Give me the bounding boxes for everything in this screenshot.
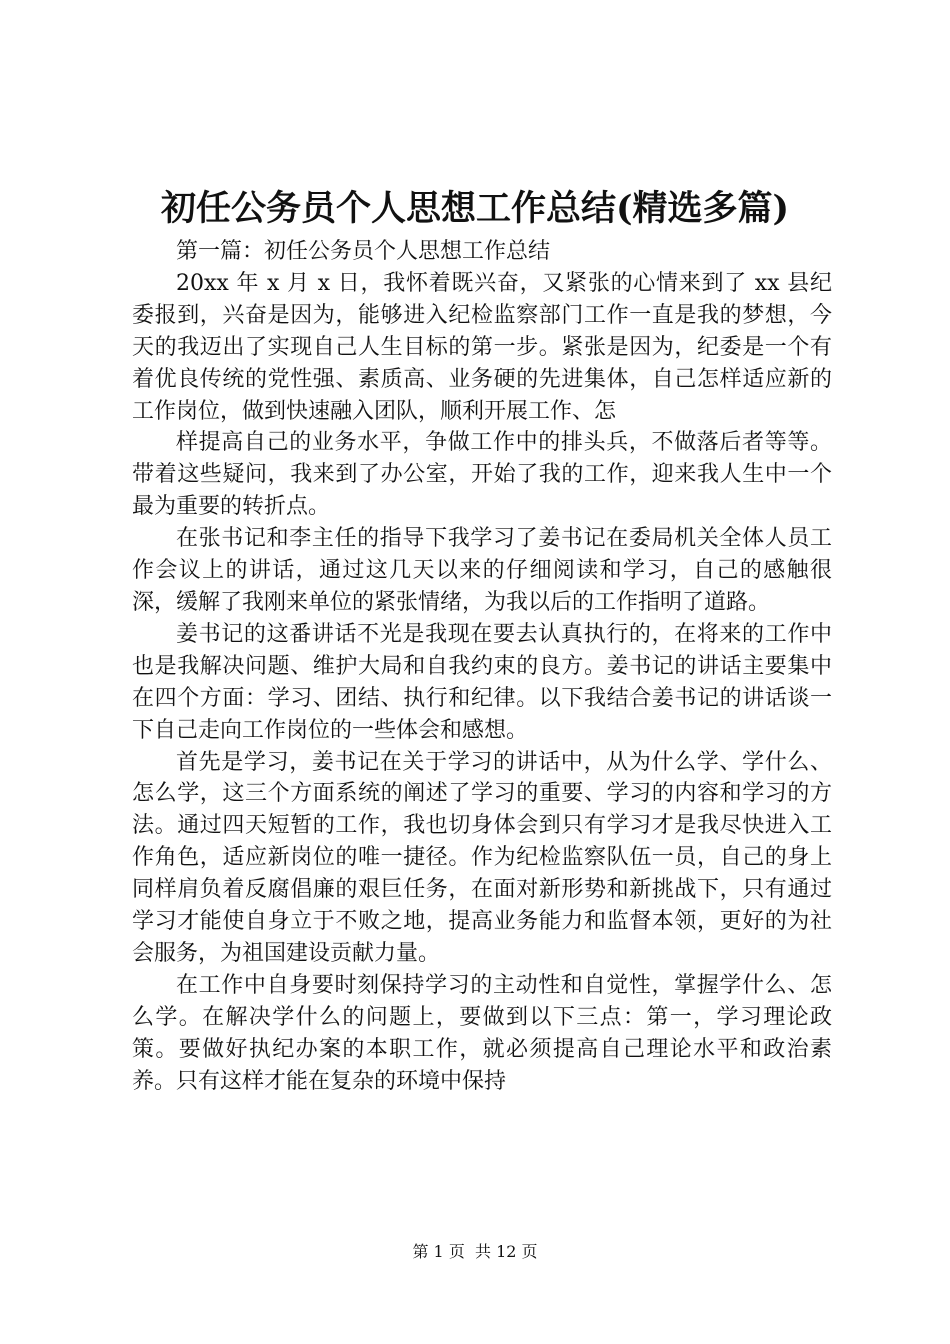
paragraph: 在张书记和李主任的指导下我学习了姜书记在委局机关全体人员工作会议上的讲话，通过这几天以来的仔细阅读和学习，自己的感触很深，缓解了我刚来单位的紧张情绪，为我以后的工作指明了道路。 [132, 526, 832, 615]
paragraph: 首先是学习，姜书记在关于学习的讲话中，从为什么学、学什么、怎么学，这三个方面系统的阐述了学习的重要、学习的内容和学习的方法。通过四天短暂的工作，我也切身体会到只有学习才是我尽快进入工作角色，适应新岗位的唯一捷径。作为纪检监察队伍一员，自己的身上同样肩负着反腐倡廉的艰巨任务，在面对新形势和新挑战下，只有通过学习才能使自身立于不败之地，提高业务能力和监督本领，更好的为社会服务，为祖国建设贡献力量。 [132, 749, 832, 966]
section-heading: 第一篇：初任公务员个人思想工作总结 [176, 239, 551, 264]
paragraph: 在工作中自身要时刻保持学习的主动性和自觉性，掌握学什么、怎么学。在解决学什么的问题上，要做到以下三点：第一，学习理论政策。要做好执纪办案的本职工作，就必须提高自己理论水平和政治素养。只有这样才能在复杂的环境中保持 [132, 972, 832, 1094]
page-footer [0, 1241, 950, 1263]
page-number: 第 1 页 共 12 页 [412, 1242, 538, 1261]
paragraph: 样提高自己的业务水平，争做工作中的排头兵，不做落后者等等。带着这些疑问，我来到了办公室，开始了我的工作，迎来我人生中一个最为重要的转折点。 [132, 430, 832, 520]
document-body [132, 236, 832, 1097]
paragraph: 姜书记的这番讲话不光是我现在要去认真执行的，在将来的工作中也是我解决问题、维护大局和自我约束的良方。姜书记的讲话主要集中在四个方面：学习、团结、执行和纪律。以下我结合姜书记的讲话谈一下自己走向工作岗位的一些体会和感想。 [132, 621, 832, 743]
paragraph: 20xx 年 x 月 x 日，我怀着既兴奋，又紧张的心情来到了 xx 县纪委报到，兴奋是因为，能够进入纪检监察部门工作一直是我的梦想，今天的我迈出了实现自己人生目标的第一步。紧张是因为，纪委是一个有着优良传统的党性强、素质高、业务硬的先进集体，自己怎样适应新的工作岗位，做到快速融入团队，顺利开展工作、怎 [132, 270, 832, 424]
document-title: 初任公务员个人思想工作总结(精选多篇) [160, 188, 790, 229]
